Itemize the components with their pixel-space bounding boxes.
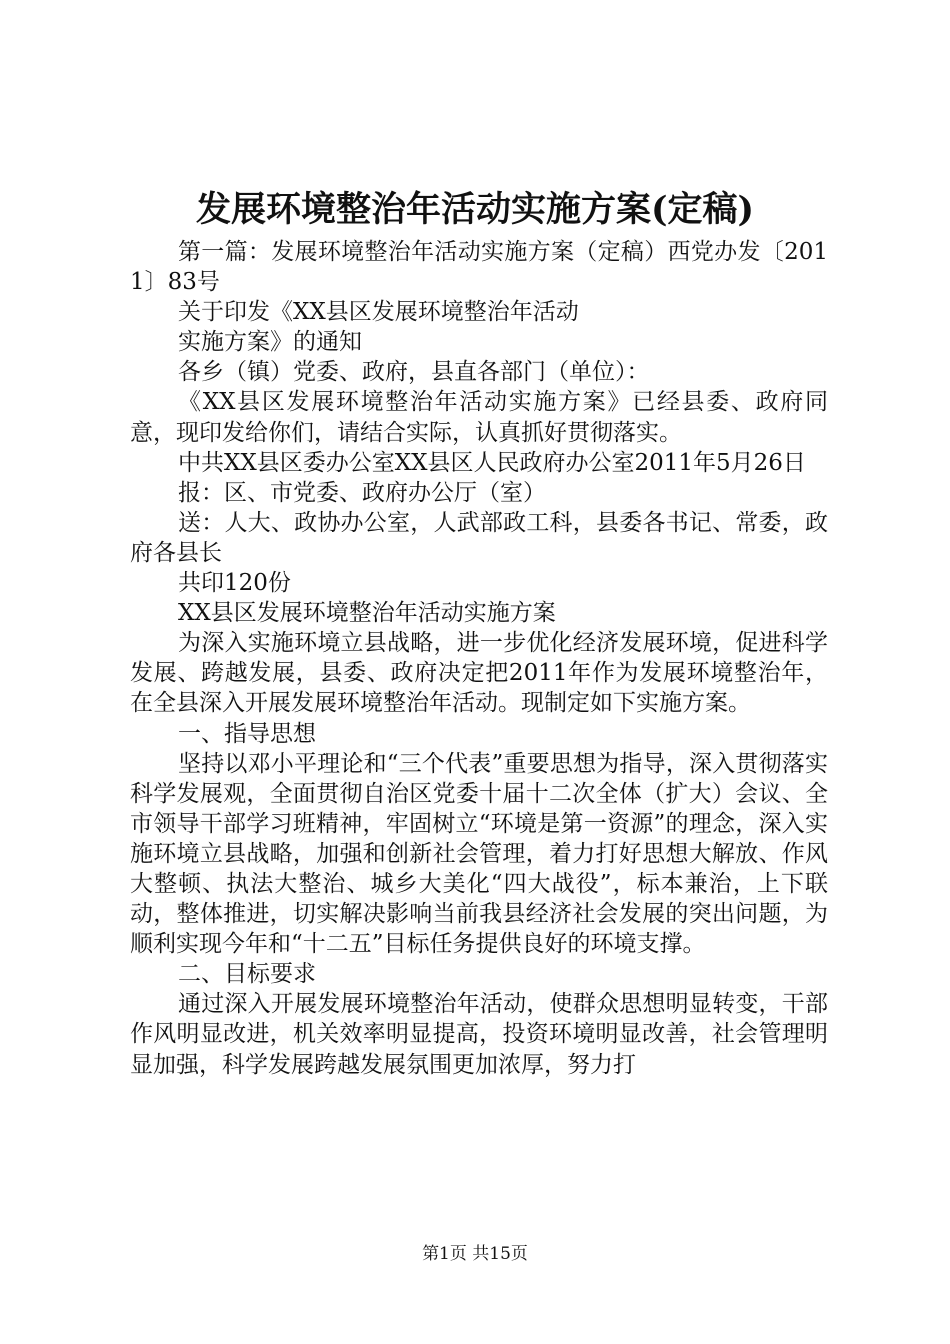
paragraph: 为深入实施环境立县战略，进一步优化经济发展环境，促进科学发展、跨越发展，县委、政府决定把2011年作为发展环境整治年，在全县深入开展发展环境整治年活动。现制定如下实施方案。 <box>130 630 828 717</box>
paragraph: 报：区、市党委、政府办公厅（室） <box>178 479 546 506</box>
paragraph: 各乡（镇）党委、政府，县直各部门（单位）： <box>178 359 650 386</box>
section-heading: 一、指导思想 <box>178 720 316 747</box>
paragraph: 坚持以邓小平理论和“三个代表”重要思想为指导，深入贯彻落实科学发展观，全面贯彻自治区党委十届十二次全体（扩大）会议、全市领导干部学习班精神，牢固树立“环境是第一资源”的理念，深入实施环境立县战略，加强和创新社会管理，着力打好思想大解放、作风大整顿、执法大整治、城乡大美化“四大战役”，标本兼治，上下联动，整体推进，切实解决影响当前我县经济社会发展的突出问题，为顺利实现今年和“十二五”目标任务提供良好的环境支撑。 <box>130 750 828 958</box>
paragraph: 关于印发《XX县区发展环境整治年活动 <box>178 299 579 326</box>
paragraph: 第一篇：发展环境整治年活动实施方案（定稿）西党办发〔2011〕83号 <box>130 239 828 296</box>
paragraph: 送：人大、政协办公室，人武部政工科，县委各书记、常委，政府各县长 <box>130 509 828 566</box>
document-title: 发展环境整治年活动实施方案(定稿) <box>195 189 755 230</box>
section-heading: 二、目标要求 <box>178 961 316 988</box>
paragraph: 实施方案》的通知 <box>178 329 362 356</box>
paragraph: XX县区发展环境整治年活动实施方案 <box>178 600 556 627</box>
page-footer: 第1页 共15页 <box>422 1244 528 1264</box>
paragraph: 通过深入开展发展环境整治年活动，使群众思想明显转变，干部作风明显改进，机关效率明显提高，投资环境明显改善，社会管理明显加强，科学发展跨越发展氛围更加浓厚，努力打 <box>130 991 828 1078</box>
document-body <box>130 237 828 1080</box>
paragraph: 《XX县区发展环境整治年活动实施方案》已经县委、政府同意，现印发给你们，请结合实际，认真抓好贯彻落实。 <box>130 389 828 446</box>
paragraph: 中共XX县区委办公室XX县区人民政府办公室2011年5月26日 <box>178 449 806 476</box>
paragraph: 共印120份 <box>178 570 291 597</box>
